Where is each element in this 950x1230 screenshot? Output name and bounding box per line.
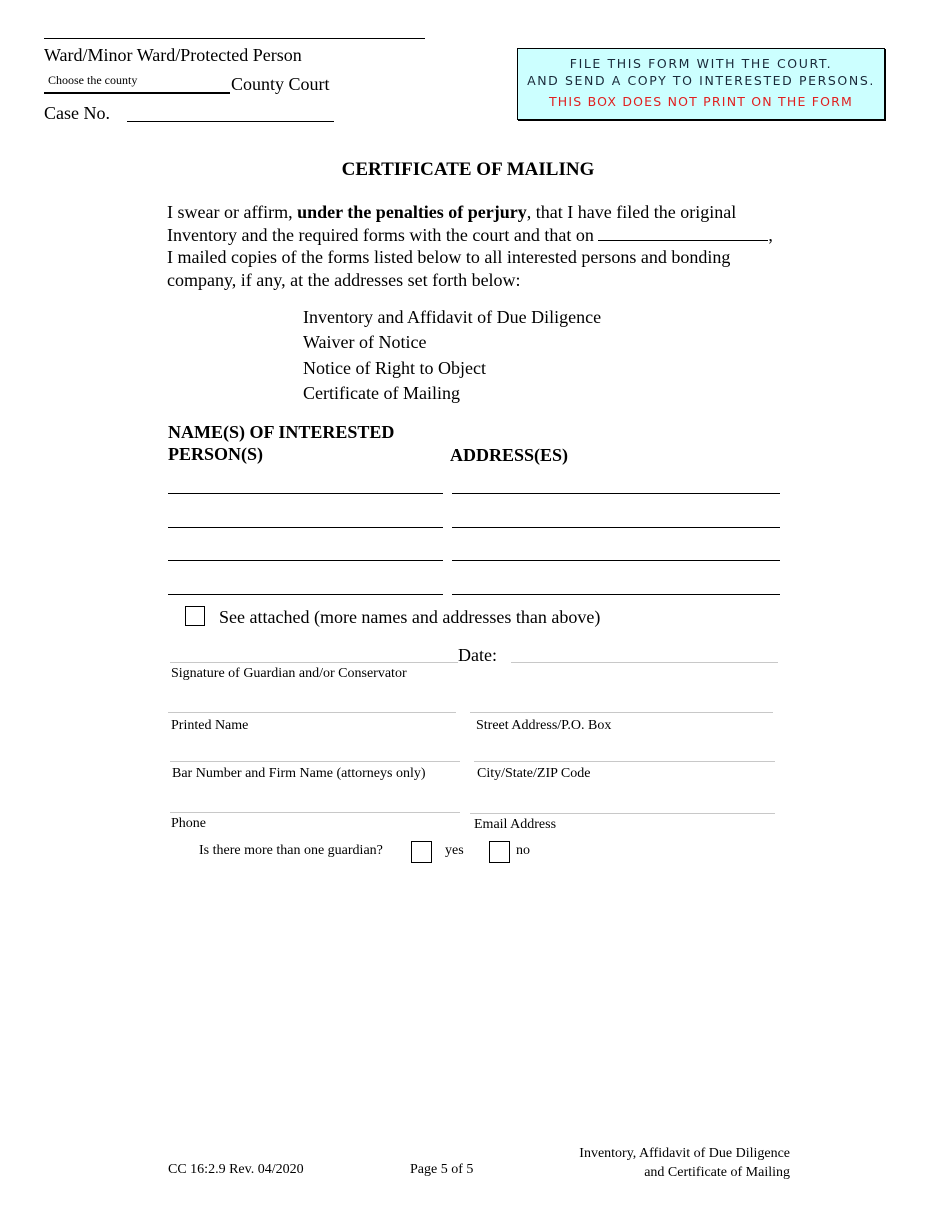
list-item: Certificate of Mailing xyxy=(303,382,460,403)
mailing-date-field[interactable] xyxy=(598,226,768,241)
county-select[interactable]: Choose the county xyxy=(48,73,138,87)
guardian-yes-checkbox[interactable] xyxy=(411,841,432,863)
email-label: Email Address xyxy=(474,817,557,832)
notice-box xyxy=(517,48,885,120)
name-field-3[interactable] xyxy=(168,560,443,561)
city-state-zip-field[interactable] xyxy=(474,761,775,762)
body-line-4: company, if any, at the addresses set forth below: xyxy=(167,269,521,290)
phone-label: Phone xyxy=(171,816,206,831)
address-field-2[interactable] xyxy=(452,527,780,528)
name-field-4[interactable] xyxy=(168,594,443,595)
signature-field[interactable] xyxy=(170,662,458,663)
street-address-field[interactable] xyxy=(470,712,773,713)
notice-line-1: FILE THIS FORM WITH THE COURT. xyxy=(569,56,833,71)
list-item: Inventory and Affidavit of Due Diligence xyxy=(303,307,602,327)
guardian-no-checkbox[interactable] xyxy=(489,841,510,863)
case-no-label: Case No. xyxy=(44,103,110,123)
body-paragraph xyxy=(167,201,807,291)
address-field-4[interactable] xyxy=(452,594,780,595)
email-field[interactable] xyxy=(470,813,775,814)
guardian-no-label: no xyxy=(516,843,530,858)
street-address-label: Street Address/P.O. Box xyxy=(476,718,612,733)
doc-title: Inventory, Affidavit of Due Diligence and Certificate of Mailing xyxy=(579,1146,790,1180)
notice-line-3: THIS BOX DOES NOT PRINT ON THE FORM xyxy=(548,94,854,109)
address-field-1[interactable] xyxy=(452,493,780,494)
form-code: CC 16:2.9 Rev. 04/2020 xyxy=(168,1162,304,1177)
body-line-2: Inventory and the required forms with the court and that on , xyxy=(167,224,773,245)
county-line xyxy=(44,92,230,94)
bar-number-label: Bar Number and Firm Name (attorneys only) xyxy=(172,766,426,781)
signature-label: Signature of Guardian and/or Conservator xyxy=(171,666,407,681)
names-header: NAME(S) OF INTERESTED PERSON(S) xyxy=(168,422,395,464)
printed-name-field[interactable] xyxy=(168,712,456,713)
address-field-3[interactable] xyxy=(452,560,780,561)
bar-number-field[interactable] xyxy=(170,761,460,762)
name-field-2[interactable] xyxy=(168,527,443,528)
see-attached-label: See attached (more names and addresses than above) xyxy=(219,607,601,627)
guardian-yes-label: yes xyxy=(445,843,464,858)
case-no-field[interactable] xyxy=(127,121,334,122)
addresses-header: ADDRESS(ES) xyxy=(450,445,569,465)
county-court-label: County Court xyxy=(231,74,330,94)
see-attached-checkbox[interactable] xyxy=(185,606,205,626)
guardian-question: Is there more than one guardian? xyxy=(199,843,383,858)
ward-name-line[interactable] xyxy=(44,38,425,39)
city-state-zip-label: City/State/ZIP Code xyxy=(477,766,591,781)
page-title: CERTIFICATE OF MAILING xyxy=(341,159,595,180)
name-field-1[interactable] xyxy=(168,493,443,494)
list-item: Notice of Right to Object xyxy=(303,357,486,378)
phone-field[interactable] xyxy=(170,812,460,813)
date-field[interactable] xyxy=(511,662,778,663)
notice-line-2: AND SEND A COPY TO INTERESTED PERSONS. xyxy=(527,73,875,88)
page-number: Page 5 of 5 xyxy=(410,1162,474,1177)
printed-name-label: Printed Name xyxy=(171,718,249,733)
ward-label: Ward/Minor Ward/Protected Person xyxy=(44,45,302,65)
list-item: Waiver of Notice xyxy=(303,332,427,353)
body-line-1: I swear or affirm, under the penalties of perjury, that I have filed the original xyxy=(167,202,737,222)
forms-list xyxy=(303,305,601,406)
body-line-3: I mailed copies of the forms listed below to all interested persons and bonding xyxy=(167,247,731,267)
date-label: Date: xyxy=(458,645,497,665)
